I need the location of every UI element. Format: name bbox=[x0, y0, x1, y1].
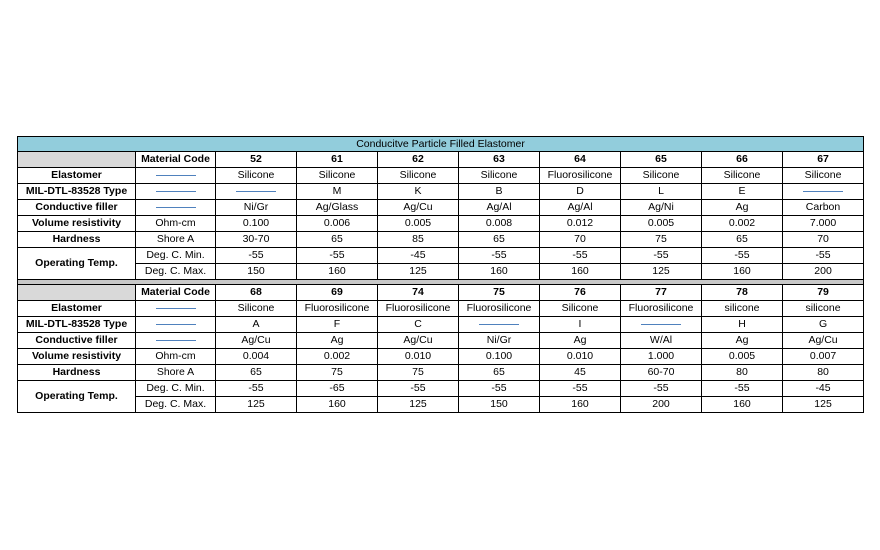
value-cell: 160 bbox=[297, 264, 378, 280]
unit-cell: Deg. C. Max. bbox=[136, 264, 216, 280]
material-code: 66 bbox=[702, 152, 783, 168]
row-label: Volume resistivity bbox=[18, 216, 136, 232]
value-cell: 160 bbox=[702, 397, 783, 413]
empty-dash bbox=[479, 324, 519, 325]
value-cell: -55 bbox=[702, 248, 783, 264]
header-corner bbox=[18, 285, 136, 301]
value-cell: 160 bbox=[540, 264, 621, 280]
value-cell: 30-70 bbox=[216, 232, 297, 248]
row-label: Hardness bbox=[18, 232, 136, 248]
mil-row bbox=[18, 184, 864, 200]
material-code: 74 bbox=[378, 285, 459, 301]
temp-min-row bbox=[18, 381, 864, 397]
material-code: 69 bbox=[297, 285, 378, 301]
mil-row bbox=[18, 317, 864, 333]
row-label: Elastomer bbox=[18, 301, 136, 317]
value-cell: 0.005 bbox=[702, 349, 783, 365]
value-cell: 80 bbox=[783, 365, 864, 381]
value-cell: Carbon bbox=[783, 200, 864, 216]
value-cell bbox=[459, 317, 540, 333]
value-cell: C bbox=[378, 317, 459, 333]
value-cell: I bbox=[540, 317, 621, 333]
empty-dash bbox=[156, 191, 196, 192]
value-cell: 75 bbox=[378, 365, 459, 381]
value-cell: Ag bbox=[702, 333, 783, 349]
value-cell: Ag/Cu bbox=[216, 333, 297, 349]
value-cell bbox=[216, 184, 297, 200]
value-cell: 125 bbox=[621, 264, 702, 280]
value-cell: -55 bbox=[297, 248, 378, 264]
elastomer-row bbox=[18, 168, 864, 184]
value-cell: Silicone bbox=[702, 168, 783, 184]
value-cell: -55 bbox=[216, 248, 297, 264]
unit-cell bbox=[136, 184, 216, 200]
empty-dash bbox=[803, 191, 843, 192]
value-cell: K bbox=[378, 184, 459, 200]
value-cell: -55 bbox=[540, 381, 621, 397]
value-cell: Silicone bbox=[783, 168, 864, 184]
value-cell: 7.000 bbox=[783, 216, 864, 232]
unit-cell bbox=[136, 317, 216, 333]
value-cell: Ag/Ni bbox=[621, 200, 702, 216]
value-cell: Silicone bbox=[459, 168, 540, 184]
value-cell: 0.010 bbox=[378, 349, 459, 365]
value-cell: D bbox=[540, 184, 621, 200]
hardness-row bbox=[18, 232, 864, 248]
filler-row bbox=[18, 333, 864, 349]
material-code: 78 bbox=[702, 285, 783, 301]
value-cell: Silicone bbox=[378, 168, 459, 184]
unit-cell: Ohm-cm bbox=[136, 216, 216, 232]
empty-dash bbox=[156, 207, 196, 208]
row-label: MIL-DTL-83528 Type bbox=[18, 184, 136, 200]
value-cell: Silicone bbox=[216, 301, 297, 317]
spec-sheet bbox=[17, 136, 863, 413]
empty-dash bbox=[156, 340, 196, 341]
value-cell: -55 bbox=[459, 248, 540, 264]
material-code: 62 bbox=[378, 152, 459, 168]
value-cell: Silicone bbox=[540, 301, 621, 317]
unit-cell bbox=[136, 333, 216, 349]
value-cell: Ag/Cu bbox=[783, 333, 864, 349]
value-cell: W/Al bbox=[621, 333, 702, 349]
value-cell: Ni/Gr bbox=[459, 333, 540, 349]
table-title: Conducitve Particle Filled Elastomer bbox=[18, 137, 864, 152]
value-cell: 0.100 bbox=[216, 216, 297, 232]
material-code-label: Material Code bbox=[136, 285, 216, 301]
value-cell: Ag/Al bbox=[459, 200, 540, 216]
value-cell: 0.004 bbox=[216, 349, 297, 365]
value-cell: -55 bbox=[783, 248, 864, 264]
material-code: 76 bbox=[540, 285, 621, 301]
temp-max-row bbox=[18, 264, 864, 280]
value-cell: 160 bbox=[459, 264, 540, 280]
row-label: Operating Temp. bbox=[18, 381, 136, 413]
value-cell: -55 bbox=[540, 248, 621, 264]
value-cell: 125 bbox=[783, 397, 864, 413]
value-cell: 150 bbox=[459, 397, 540, 413]
value-cell: 150 bbox=[216, 264, 297, 280]
value-cell: 70 bbox=[783, 232, 864, 248]
value-cell: 75 bbox=[297, 365, 378, 381]
value-cell: Silicone bbox=[216, 168, 297, 184]
value-cell: 160 bbox=[702, 264, 783, 280]
value-cell: Ni/Gr bbox=[216, 200, 297, 216]
empty-dash bbox=[236, 191, 276, 192]
unit-cell: Deg. C. Max. bbox=[136, 397, 216, 413]
value-cell: F bbox=[297, 317, 378, 333]
value-cell: 160 bbox=[540, 397, 621, 413]
value-cell: Ag bbox=[702, 200, 783, 216]
value-cell: 65 bbox=[459, 365, 540, 381]
value-cell: Silicone bbox=[621, 168, 702, 184]
unit-cell: Shore A bbox=[136, 365, 216, 381]
material-code: 65 bbox=[621, 152, 702, 168]
value-cell: Fluorosilicone bbox=[297, 301, 378, 317]
material-code: 61 bbox=[297, 152, 378, 168]
material-code: 63 bbox=[459, 152, 540, 168]
value-cell: G bbox=[783, 317, 864, 333]
value-cell: Fluorosilicone bbox=[459, 301, 540, 317]
material-code: 67 bbox=[783, 152, 864, 168]
unit-cell: Ohm-cm bbox=[136, 349, 216, 365]
value-cell: Fluorosilicone bbox=[540, 168, 621, 184]
value-cell: H bbox=[702, 317, 783, 333]
header-corner bbox=[18, 152, 136, 168]
row-label: Conductive filler bbox=[18, 200, 136, 216]
value-cell: Ag bbox=[540, 333, 621, 349]
value-cell: 75 bbox=[621, 232, 702, 248]
value-cell bbox=[783, 184, 864, 200]
value-cell: 0.005 bbox=[621, 216, 702, 232]
value-cell: -55 bbox=[621, 248, 702, 264]
value-cell: Ag/Glass bbox=[297, 200, 378, 216]
material-code: 64 bbox=[540, 152, 621, 168]
temp-max-row bbox=[18, 397, 864, 413]
value-cell: 45 bbox=[540, 365, 621, 381]
value-cell: 0.012 bbox=[540, 216, 621, 232]
value-cell: 125 bbox=[378, 397, 459, 413]
unit-cell: Deg. C. Min. bbox=[136, 248, 216, 264]
value-cell: 60-70 bbox=[621, 365, 702, 381]
value-cell: 200 bbox=[783, 264, 864, 280]
header-row bbox=[18, 285, 864, 301]
value-cell: silicone bbox=[783, 301, 864, 317]
value-cell: Ag bbox=[297, 333, 378, 349]
value-cell: -65 bbox=[297, 381, 378, 397]
value-cell: Ag/Cu bbox=[378, 200, 459, 216]
value-cell: 1.000 bbox=[621, 349, 702, 365]
value-cell: 65 bbox=[459, 232, 540, 248]
material-code: 68 bbox=[216, 285, 297, 301]
material-code: 75 bbox=[459, 285, 540, 301]
material-code: 52 bbox=[216, 152, 297, 168]
value-cell: Fluorosilicone bbox=[621, 301, 702, 317]
value-cell: 0.008 bbox=[459, 216, 540, 232]
value-cell: 0.007 bbox=[783, 349, 864, 365]
unit-cell bbox=[136, 168, 216, 184]
value-cell: 65 bbox=[216, 365, 297, 381]
value-cell: 85 bbox=[378, 232, 459, 248]
value-cell: -55 bbox=[459, 381, 540, 397]
value-cell: 0.010 bbox=[540, 349, 621, 365]
filler-row bbox=[18, 200, 864, 216]
value-cell: 65 bbox=[297, 232, 378, 248]
row-label: Elastomer bbox=[18, 168, 136, 184]
elastomer-row bbox=[18, 301, 864, 317]
row-label: MIL-DTL-83528 Type bbox=[18, 317, 136, 333]
header-row bbox=[18, 152, 864, 168]
value-cell: B bbox=[459, 184, 540, 200]
value-cell: 160 bbox=[297, 397, 378, 413]
value-cell: 80 bbox=[702, 365, 783, 381]
unit-cell: Shore A bbox=[136, 232, 216, 248]
value-cell: -55 bbox=[621, 381, 702, 397]
value-cell bbox=[621, 317, 702, 333]
unit-cell bbox=[136, 200, 216, 216]
value-cell: L bbox=[621, 184, 702, 200]
value-cell: 0.002 bbox=[702, 216, 783, 232]
value-cell: 0.100 bbox=[459, 349, 540, 365]
row-label: Operating Temp. bbox=[18, 248, 136, 280]
value-cell: 0.006 bbox=[297, 216, 378, 232]
hardness-row bbox=[18, 365, 864, 381]
resistivity-row bbox=[18, 216, 864, 232]
value-cell: Ag/Cu bbox=[378, 333, 459, 349]
value-cell: 125 bbox=[216, 397, 297, 413]
elastomer-table bbox=[17, 136, 864, 413]
value-cell: -55 bbox=[378, 381, 459, 397]
empty-dash bbox=[156, 324, 196, 325]
row-label: Volume resistivity bbox=[18, 349, 136, 365]
value-cell: Fluorosilicone bbox=[378, 301, 459, 317]
empty-dash bbox=[641, 324, 681, 325]
value-cell: -45 bbox=[783, 381, 864, 397]
row-label: Conductive filler bbox=[18, 333, 136, 349]
value-cell: -55 bbox=[702, 381, 783, 397]
unit-cell: Deg. C. Min. bbox=[136, 381, 216, 397]
value-cell: 0.002 bbox=[297, 349, 378, 365]
value-cell: E bbox=[702, 184, 783, 200]
value-cell: Silicone bbox=[297, 168, 378, 184]
resistivity-row bbox=[18, 349, 864, 365]
value-cell: A bbox=[216, 317, 297, 333]
value-cell: 125 bbox=[378, 264, 459, 280]
material-code: 77 bbox=[621, 285, 702, 301]
value-cell: Ag/Al bbox=[540, 200, 621, 216]
value-cell: 200 bbox=[621, 397, 702, 413]
row-label: Hardness bbox=[18, 365, 136, 381]
temp-min-row bbox=[18, 248, 864, 264]
unit-cell bbox=[136, 301, 216, 317]
empty-dash bbox=[156, 175, 196, 176]
material-code-label: Material Code bbox=[136, 152, 216, 168]
value-cell: M bbox=[297, 184, 378, 200]
value-cell: -55 bbox=[216, 381, 297, 397]
value-cell: 0.005 bbox=[378, 216, 459, 232]
material-code: 79 bbox=[783, 285, 864, 301]
value-cell: -45 bbox=[378, 248, 459, 264]
value-cell: silicone bbox=[702, 301, 783, 317]
value-cell: 70 bbox=[540, 232, 621, 248]
empty-dash bbox=[156, 308, 196, 309]
value-cell: 65 bbox=[702, 232, 783, 248]
